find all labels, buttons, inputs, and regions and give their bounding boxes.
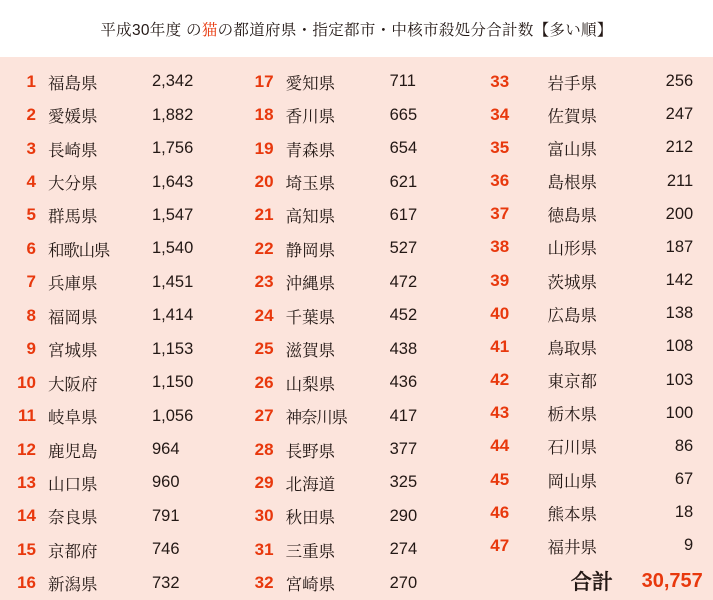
table-row xyxy=(475,98,713,131)
cull-count-value: 1,451 xyxy=(152,272,194,291)
page-title xyxy=(100,18,612,40)
table-row xyxy=(0,199,238,232)
rank-number: 10 xyxy=(17,372,36,392)
prefecture-name: 鹿児島 xyxy=(48,442,98,461)
prefecture-name: 佐賀県 xyxy=(547,107,597,126)
table-row xyxy=(0,132,238,165)
table-row xyxy=(475,397,713,430)
rank-number: 1 xyxy=(26,71,36,91)
prefecture-name: 山口県 xyxy=(48,475,98,494)
rank-number: 42 xyxy=(490,370,510,390)
table-row xyxy=(0,433,238,466)
table-row xyxy=(475,364,713,397)
rank-number: 23 xyxy=(254,272,274,292)
table-row xyxy=(238,98,476,131)
prefecture-name: 新潟県 xyxy=(48,576,98,595)
rank-number: 13 xyxy=(17,472,36,492)
table-row xyxy=(0,399,238,432)
rank-number: 32 xyxy=(254,573,274,593)
cull-count-value: 2,342 xyxy=(152,72,194,91)
cull-count-value: 325 xyxy=(389,473,418,492)
prefecture-name: 徳島県 xyxy=(547,207,597,226)
table-row xyxy=(475,65,713,98)
rank-number: 18 xyxy=(254,105,274,125)
prefecture-name: 広島県 xyxy=(547,306,597,325)
title-prefix: 平成30年度 の xyxy=(100,21,202,39)
table-row xyxy=(238,266,476,299)
table-row xyxy=(238,299,476,332)
cull-count-value: 452 xyxy=(389,306,418,325)
table-row xyxy=(238,567,476,600)
cull-count-value: 472 xyxy=(389,272,418,291)
table-row xyxy=(0,533,238,566)
prefecture-name: 栃木県 xyxy=(547,406,597,425)
cull-count-value: 417 xyxy=(389,406,418,425)
cull-count-value: 256 xyxy=(665,72,694,91)
rank-number: 26 xyxy=(254,372,274,392)
ranking-column-2 xyxy=(238,65,476,600)
cull-count-value: 108 xyxy=(665,337,694,356)
cull-count-value: 200 xyxy=(665,204,694,223)
prefecture-name: 宮崎県 xyxy=(285,576,336,595)
prefecture-name: 滋賀県 xyxy=(285,342,336,361)
rank-number: 8 xyxy=(26,305,36,325)
rank-number: 39 xyxy=(490,270,510,290)
cull-count-value: 732 xyxy=(152,573,180,592)
table-row xyxy=(475,297,713,330)
rank-number: 31 xyxy=(254,539,274,559)
table-row xyxy=(238,333,476,366)
table-row xyxy=(238,533,476,566)
cull-count-value: 960 xyxy=(152,473,180,492)
prefecture-name: 秋田県 xyxy=(285,509,336,528)
prefecture-name: 高知県 xyxy=(285,208,336,227)
prefecture-name: 神奈川県 xyxy=(285,409,347,428)
prefecture-name: 沖縄県 xyxy=(285,275,336,294)
table-row xyxy=(0,165,238,198)
prefecture-name: 島根県 xyxy=(547,174,597,193)
total-label: 合計 xyxy=(570,571,613,595)
cull-count-value: 665 xyxy=(389,105,418,124)
cull-count-value: 377 xyxy=(389,440,418,459)
prefecture-name: 福井県 xyxy=(547,538,597,557)
prefecture-name: 愛媛県 xyxy=(48,108,98,127)
prefecture-name: 熊本県 xyxy=(547,505,597,524)
prefecture-name: 大分県 xyxy=(48,175,98,194)
cull-count-value: 1,414 xyxy=(152,306,194,325)
cull-count-value: 1,540 xyxy=(152,239,194,258)
cull-count-value: 654 xyxy=(389,139,418,158)
cull-count-value: 617 xyxy=(389,205,418,224)
cull-count-value: 270 xyxy=(389,573,418,592)
cull-count-value: 1,643 xyxy=(152,172,194,191)
prefecture-name: 鳥取県 xyxy=(547,339,597,358)
prefecture-name: 兵庫県 xyxy=(48,275,98,294)
table-row xyxy=(0,333,238,366)
rank-number: 3 xyxy=(26,138,36,158)
rank-number: 38 xyxy=(490,237,510,257)
cull-count-value: 100 xyxy=(665,403,694,422)
cull-count-value: 1,882 xyxy=(152,105,194,124)
cull-count-value: 1,756 xyxy=(152,139,194,158)
table-row xyxy=(238,132,476,165)
table-row xyxy=(0,232,238,265)
rank-number: 5 xyxy=(26,205,36,225)
total-value: 30,757 xyxy=(641,569,703,592)
rank-number: 29 xyxy=(254,472,274,492)
cull-count-value: 1,150 xyxy=(152,373,194,392)
table-row xyxy=(0,466,238,499)
ranking-columns xyxy=(0,57,713,600)
rank-number: 12 xyxy=(17,439,36,459)
prefecture-name: 宮城県 xyxy=(48,342,98,361)
rank-number: 7 xyxy=(26,272,36,292)
rank-number: 43 xyxy=(490,403,510,423)
rank-number: 24 xyxy=(254,305,274,325)
prefecture-name: 三重県 xyxy=(285,542,336,561)
prefecture-name: 愛知県 xyxy=(285,74,336,93)
prefecture-name: 山梨県 xyxy=(285,375,336,394)
prefecture-name: 香川県 xyxy=(285,108,336,127)
rank-number: 20 xyxy=(254,172,274,192)
rank-number: 44 xyxy=(490,436,510,456)
table-row xyxy=(238,500,476,533)
table-row xyxy=(475,330,713,363)
table-row xyxy=(475,529,713,562)
rank-number: 30 xyxy=(254,506,274,526)
table-row xyxy=(0,500,238,533)
rank-number: 33 xyxy=(490,71,510,91)
cull-count-value: 212 xyxy=(665,138,694,157)
table-row xyxy=(0,567,238,600)
ranking-column-3 xyxy=(475,65,713,600)
cull-count-value: 746 xyxy=(152,540,180,559)
prefecture-name: 千葉県 xyxy=(285,308,336,327)
prefecture-name: 大阪府 xyxy=(48,375,98,394)
prefecture-name: 福岡県 xyxy=(48,308,98,327)
ranking-column-1 xyxy=(0,65,238,600)
table-row xyxy=(475,430,713,463)
title-suffix: の都道府県・指定都市・中核市殺処分合計数【多い順】 xyxy=(217,21,613,39)
rank-number: 40 xyxy=(490,303,510,323)
prefecture-name: 奈良県 xyxy=(48,509,98,528)
table-row xyxy=(475,231,713,264)
table-row xyxy=(0,266,238,299)
prefecture-name: 京都府 xyxy=(48,542,98,561)
rank-number: 22 xyxy=(254,238,274,258)
cull-count-value: 142 xyxy=(665,271,694,290)
cull-count-value: 290 xyxy=(389,506,418,525)
prefecture-name: 和歌山県 xyxy=(48,241,110,260)
cull-count-value: 791 xyxy=(152,506,180,525)
prefecture-name: 石川県 xyxy=(547,439,597,458)
rank-number: 25 xyxy=(254,339,274,359)
table-row xyxy=(238,165,476,198)
table-row xyxy=(0,65,238,98)
rank-number: 21 xyxy=(254,205,274,225)
rank-number: 47 xyxy=(490,535,510,555)
cull-count-value: 9 xyxy=(684,536,694,555)
prefecture-name: 静岡県 xyxy=(285,241,336,260)
cull-count-value: 964 xyxy=(152,440,180,459)
table-row xyxy=(238,466,476,499)
cull-count-value: 138 xyxy=(665,304,694,323)
table-row xyxy=(475,165,713,198)
cull-count-value: 1,547 xyxy=(152,205,194,224)
table-row xyxy=(475,463,713,496)
cull-count-value: 711 xyxy=(389,72,416,91)
prefecture-name: 青森県 xyxy=(285,141,336,160)
prefecture-name: 長崎県 xyxy=(48,141,98,160)
prefecture-name: 群馬県 xyxy=(48,208,98,227)
cull-count-value: 436 xyxy=(389,373,418,392)
table-row xyxy=(0,98,238,131)
title-bar xyxy=(0,0,713,57)
rank-number: 6 xyxy=(26,238,36,258)
prefecture-name: 山形県 xyxy=(547,240,597,259)
prefecture-name: 埼玉県 xyxy=(285,175,336,194)
cull-count-value: 621 xyxy=(389,172,418,191)
prefecture-name: 岩手県 xyxy=(547,74,597,93)
table-row xyxy=(0,299,238,332)
cull-count-value: 1,153 xyxy=(152,339,194,358)
rank-number: 9 xyxy=(26,339,36,359)
cull-count-value: 67 xyxy=(674,470,694,489)
table-row xyxy=(0,366,238,399)
rank-number: 34 xyxy=(490,104,510,124)
table-row xyxy=(238,399,476,432)
prefecture-name: 富山県 xyxy=(547,140,597,159)
rank-number: 41 xyxy=(490,336,510,356)
prefecture-name: 茨城県 xyxy=(547,273,597,292)
rank-number: 4 xyxy=(26,172,36,192)
rank-number: 16 xyxy=(17,573,36,593)
table-row xyxy=(238,65,476,98)
cull-count-value: 86 xyxy=(674,436,694,455)
table-row xyxy=(475,264,713,297)
total-row xyxy=(475,563,713,600)
rank-number: 19 xyxy=(254,138,274,158)
cull-count-value: 18 xyxy=(674,503,694,522)
prefecture-name: 福島県 xyxy=(48,74,98,93)
table-row xyxy=(475,131,713,164)
rank-number: 28 xyxy=(254,439,274,459)
table-row xyxy=(475,496,713,529)
prefecture-name: 岐阜県 xyxy=(48,409,98,428)
cull-count-value: 527 xyxy=(389,239,418,258)
cull-count-value: 438 xyxy=(389,339,418,358)
rank-number: 17 xyxy=(254,71,274,91)
rank-number: 37 xyxy=(490,204,510,224)
cull-count-value: 211 xyxy=(666,171,694,190)
prefecture-name: 東京都 xyxy=(547,373,597,392)
title-accent-word: 猫 xyxy=(201,21,218,39)
rank-number: 35 xyxy=(490,137,510,157)
rank-number: 15 xyxy=(17,539,36,559)
prefecture-name: 北海道 xyxy=(285,475,336,494)
cull-count-value: 247 xyxy=(665,105,694,124)
cull-count-value: 103 xyxy=(665,370,694,389)
prefecture-name: 岡山県 xyxy=(547,472,597,491)
table-row xyxy=(238,199,476,232)
table-row xyxy=(475,198,713,231)
rank-number: 2 xyxy=(26,105,36,125)
rank-number: 14 xyxy=(17,506,36,526)
cull-count-value: 187 xyxy=(665,237,694,256)
rank-number: 36 xyxy=(490,171,510,191)
prefecture-name: 長野県 xyxy=(285,442,336,461)
table-row xyxy=(238,232,476,265)
rank-number: 46 xyxy=(490,502,510,522)
rank-number: 11 xyxy=(18,406,36,426)
cull-count-value: 274 xyxy=(389,540,418,559)
cull-count-value: 1,056 xyxy=(152,406,194,425)
table-row xyxy=(238,366,476,399)
table-row xyxy=(238,433,476,466)
rank-number: 45 xyxy=(490,469,510,489)
rank-number: 27 xyxy=(254,406,274,426)
